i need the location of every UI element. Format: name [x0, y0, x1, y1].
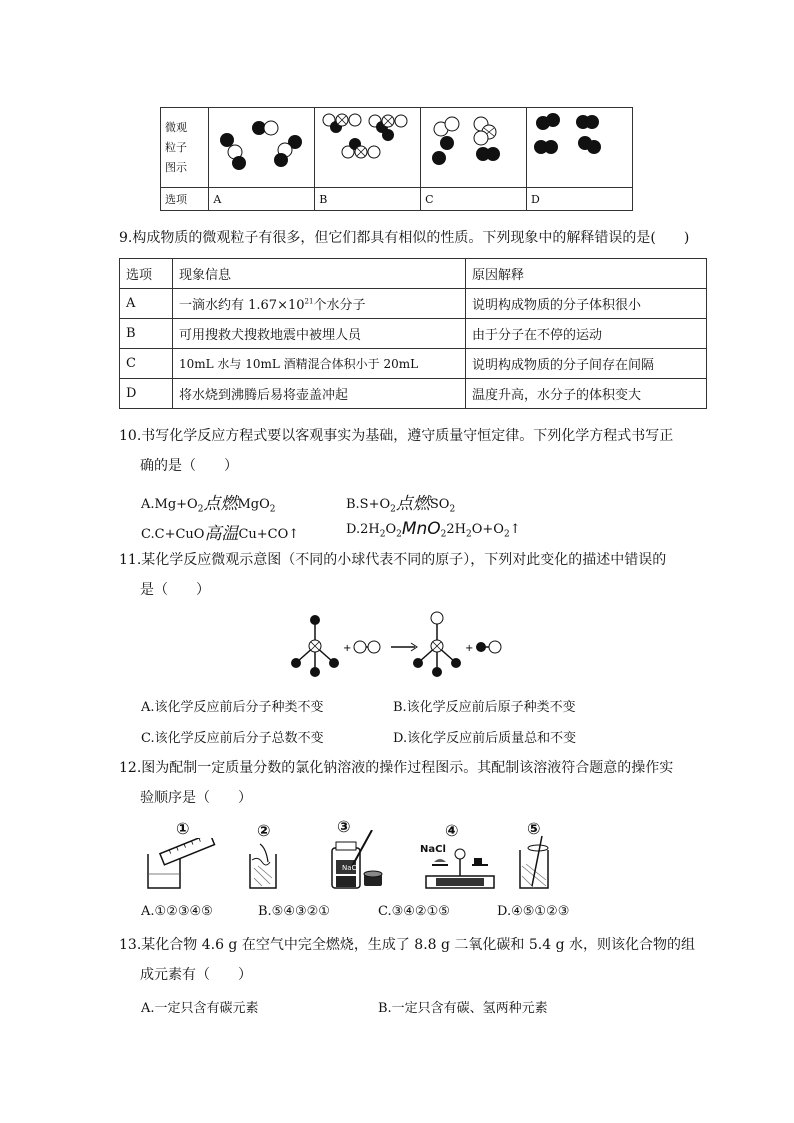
beaker-dissolve-illustration: [512, 834, 557, 892]
q8-diagram-c: [421, 108, 527, 188]
beaker-stir-illustration: [240, 838, 285, 893]
q9-row-option: C: [120, 349, 173, 379]
eq-text: MgO: [237, 497, 270, 512]
eq-condition: 高温: [204, 524, 239, 544]
step-number: ③: [337, 817, 351, 836]
particle-diagram-b: [315, 108, 417, 184]
q8-option-c: C: [421, 188, 527, 211]
step-number: ②: [257, 821, 271, 840]
q13-option-b: B.一定只含有碳、氢两种元素: [378, 1001, 548, 1016]
q9-table: [119, 258, 707, 409]
q8-option-d: D: [527, 188, 633, 211]
eq-text: C.C+CuO: [141, 527, 205, 542]
q9-row-phenomenon: 10mL 水与 10mL 酒精混合体积小于 20mL: [173, 349, 466, 379]
q9-row-reason: 温度升高，水分子的体积变大: [466, 379, 707, 409]
q10-option-c: [141, 518, 299, 543]
svg-text:+: +: [465, 643, 474, 654]
q8-header-line: 图示: [165, 160, 187, 174]
eq-sub: 2: [440, 529, 447, 540]
eq-text: 2H: [446, 522, 467, 537]
pour-cylinder-illustration: [140, 838, 220, 893]
balance-scale-illustration: [420, 840, 500, 892]
q8-diagram-b: [315, 108, 421, 188]
q10-stem-line2: 确的是（ ）: [140, 458, 238, 474]
q11-option-b: B.该化学反应前后原子种类不变: [393, 700, 576, 715]
eq-text: O+O: [471, 522, 504, 537]
phen-text: 一滴水约有 1.67×10: [179, 298, 305, 313]
eq-text: Cu+CO↑: [238, 527, 300, 542]
q9-row: [120, 379, 707, 409]
phen-sup: 21: [304, 297, 314, 306]
q13-option-a: A.一定只含有碳元素: [141, 1001, 259, 1016]
step-number: ④: [445, 821, 459, 840]
q8-header-cell: [161, 108, 209, 188]
eq-text: D.2H: [346, 522, 380, 537]
q10-option-d: [346, 518, 521, 540]
reaction-diagram: [285, 610, 515, 690]
q10-stem-line1: 10.书写化学反应方程式要以客观事实为基础，遵守质量守恒定律。下列化学方程式书写正: [119, 428, 674, 444]
q8-option-b: B: [315, 188, 421, 211]
q11-option-d: D.该化学反应前后质量总和不变: [393, 731, 577, 746]
q9-header-option: 选项: [120, 259, 173, 289]
q9-header-reason: 原因解释: [466, 259, 707, 289]
q12-stem-line2: 验顺序是（ ）: [140, 790, 252, 806]
q8-diagram-d: [527, 108, 633, 188]
eq-condition: MnO: [401, 519, 441, 539]
particle-diagram-c: [421, 108, 523, 184]
q13-stem-line2: 成元素有（ ）: [140, 967, 252, 983]
q9-row-phenomenon: 将水烧到沸腾后易将壶盖冲起: [173, 379, 466, 409]
q10-option-a: [141, 488, 275, 515]
particle-diagram-d: [527, 108, 629, 184]
eq-sub: 2: [197, 504, 204, 515]
q9-row-reason: 由于分子在不停的运动: [466, 319, 707, 349]
q9-row-option: B: [120, 319, 173, 349]
q11-option-c: C.该化学反应前后分子总数不变: [141, 731, 324, 746]
q11-option-a: A.该化学反应前后分子种类不变: [141, 700, 324, 715]
q9-row: [120, 289, 707, 319]
particle-diagram-a: [209, 108, 311, 184]
q13-stem-line1: 13.某化合物 4.6 g 在空气中完全燃烧，生成了 8.8 g 二氧化碳和 5.4 g 水，则该化合物的组: [119, 937, 695, 953]
eq-sub: 2: [269, 504, 276, 515]
q9-row: [120, 319, 707, 349]
q8-table: [160, 107, 633, 211]
step-number: ⑤: [527, 819, 541, 838]
eq-sub: 2: [396, 529, 402, 540]
eq-text: O: [385, 522, 397, 537]
eq-condition: 点燃: [203, 494, 238, 514]
eq-text: A.Mg+O: [141, 497, 198, 512]
q9-row-phenomenon: [173, 289, 466, 319]
eq-sub: 2: [449, 504, 456, 515]
q11-stem-line1: 11.某化学反应微观示意图（不同的小球代表不同的原子），下列对此变化的描述中错误的: [119, 552, 667, 568]
q11-stem-line2: 是（ ）: [140, 582, 210, 598]
eq-condition: 点燃: [395, 494, 430, 514]
q8-diagram-a: [209, 108, 315, 188]
nacl-bottle-label: NaCl: [342, 864, 359, 872]
eq-sub: 2: [390, 504, 396, 515]
q8-row-label: 选项: [161, 188, 209, 211]
svg-text:+: +: [343, 643, 352, 654]
eq-text: SO: [429, 497, 450, 512]
q9-stem: 9.构成物质的微观粒子有很多，但它们都具有相似的性质。下列现象中的解释错误的是( ): [119, 230, 690, 246]
q9-row-reason: 说明构成物质的分子间存在间隔: [466, 349, 707, 379]
q9-row-reason: 说明构成物质的分子体积很小: [466, 289, 707, 319]
eq-text: B.S+O: [346, 497, 391, 512]
q12-option-d: D.④⑤①②③: [497, 904, 570, 919]
q12-option-a: A.①②③④⑤: [141, 904, 213, 919]
q8-header-line: 粒子: [165, 140, 187, 154]
eq-text: ↑: [509, 522, 521, 537]
reagent-bottle-illustration: [322, 830, 387, 892]
phen-text-post: 个水分子: [313, 298, 366, 313]
q9-row-phenomenon: 可用搜救犬搜救地震中被埋人员: [173, 319, 466, 349]
balance-nacl-label: NaCl: [420, 844, 446, 855]
eq-sub: 2: [466, 529, 472, 540]
eq-sub: 2: [379, 529, 386, 540]
q12-option-b: B.⑤④③②①: [258, 904, 330, 919]
q8-header-line: 微观: [165, 120, 187, 134]
q9-row-option: D: [120, 379, 173, 409]
q10-option-b: [346, 488, 455, 515]
q9-row-option: A: [120, 289, 173, 319]
q9-header-phenomenon: 现象信息: [173, 259, 466, 289]
step-number: ①: [176, 819, 190, 838]
eq-sub: 2: [503, 529, 510, 540]
q12-stem-line1: 12.图为配制一定质量分数的氯化钠溶液的操作过程图示。其配制该溶液符合题意的操作实: [119, 760, 674, 776]
q8-option-a: A: [209, 188, 315, 211]
q12-option-c: C.③④②①⑤: [378, 904, 450, 919]
q9-row: [120, 349, 707, 379]
